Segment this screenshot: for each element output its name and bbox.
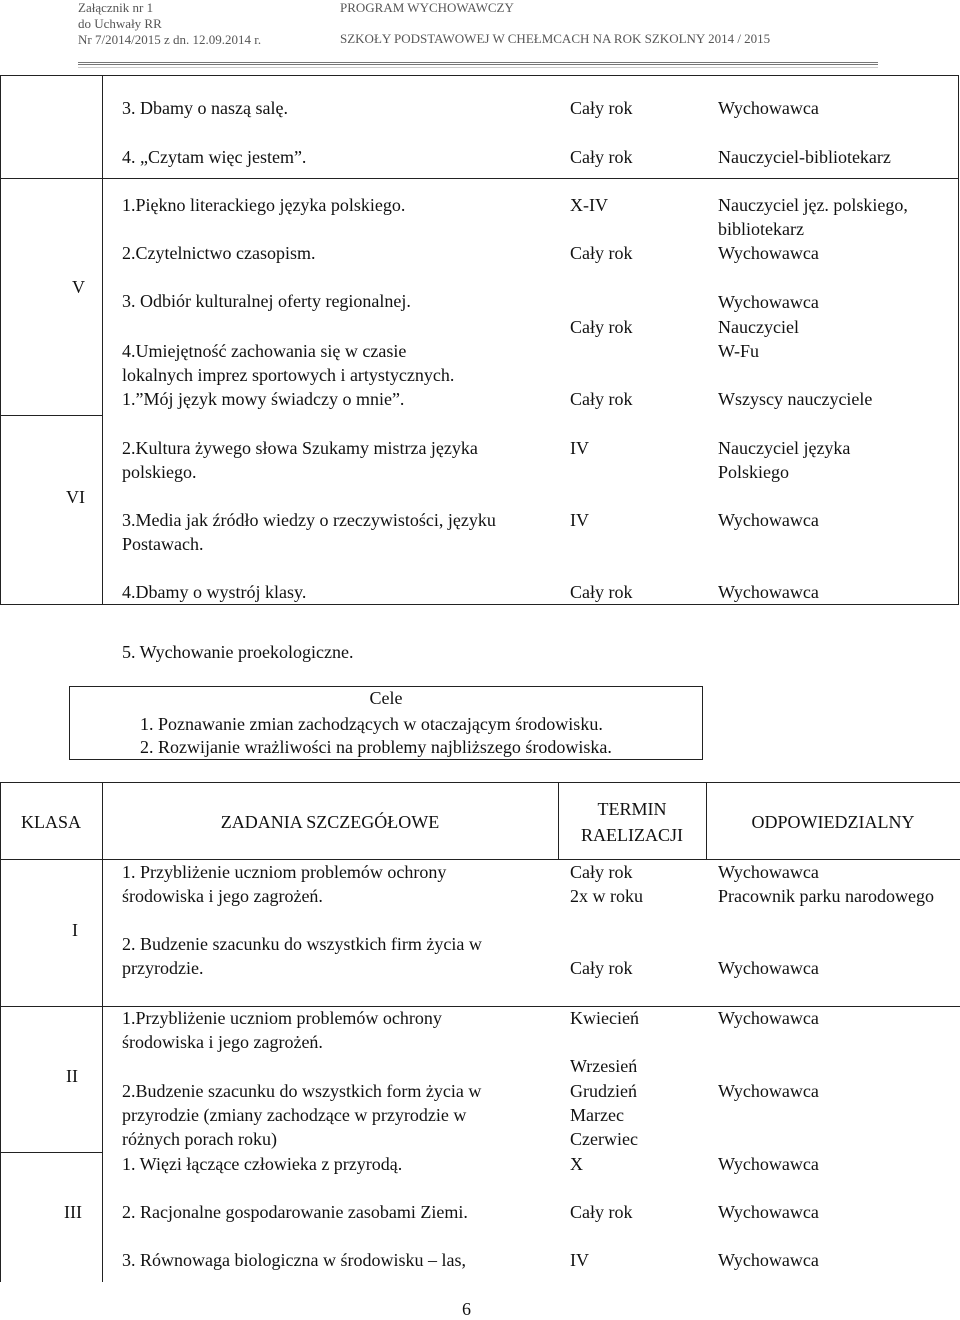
term-cell: IV [570, 510, 589, 530]
table-border-bottom [0, 604, 958, 605]
responsible-cell: Wychowawca [718, 98, 819, 118]
term-cell: Marzec [570, 1105, 624, 1125]
attachment-line-2: do Uchwały RR [78, 16, 162, 31]
responsible-cell: Wychowawca [718, 292, 819, 312]
page-header [0, 0, 960, 60]
header-realizacji: RAELIZACJI [581, 825, 683, 845]
responsible-cell: bibliotekarz [718, 219, 804, 239]
task-cell: 1.”Mój język mowy świadczy o mnie”. [122, 389, 405, 409]
term-cell: 2x w roku [570, 886, 643, 906]
class-label-ii: II [66, 1066, 78, 1086]
task-cell: środowiska i jego zagrożeń. [122, 1032, 323, 1052]
class-divider [0, 415, 102, 416]
page-number: 6 [462, 1299, 471, 1319]
attachment-line-3: Nr 7/2014/2015 z dn. 12.09.2014 r. [78, 32, 262, 47]
term-cell: Cały rok [570, 243, 633, 263]
task-cell: środowiska i jego zagrożeń. [122, 886, 323, 906]
term-cell: Wrzesień [570, 1056, 638, 1076]
term-cell: Cały rok [570, 317, 633, 337]
header-klasa: KLASA [20, 812, 81, 832]
table-ecology [0, 782, 960, 1282]
task-cell: różnych porach roku) [122, 1129, 277, 1149]
responsible-cell: Wychowawca [718, 510, 819, 530]
task-cell: 2. Budzenie szacunku do wszystkich firm życia w [122, 934, 482, 954]
task-cell: 2. Racjonalne gospodarowanie zasobami Ziemi. [122, 1202, 468, 1222]
task-cell: 1. Więzi łączące człowieka z przyrodą. [122, 1154, 403, 1174]
term-cell: IV [570, 438, 589, 458]
section-title: 5. Wychowanie proekologiczne. [122, 642, 354, 662]
class-label-vi: VI [66, 487, 85, 507]
task-cell: 2.Kultura żywego słowa Szukamy mistrza języka [122, 438, 478, 458]
column-divider [102, 782, 103, 1282]
class-label-v: V [72, 277, 85, 297]
responsible-cell: Pracownik parku narodowego [718, 886, 934, 906]
responsible-cell: Wszyscy nauczyciele [718, 389, 873, 409]
responsible-cell: Wychowawca [718, 1202, 819, 1222]
term-cell: Cały rok [570, 389, 633, 409]
header-rule [78, 62, 878, 65]
task-cell: 2.Budzenie szacunku do wszystkich form życia w [122, 1081, 482, 1101]
task-cell: lokalnych imprez sportowych i artystycznych. [122, 365, 455, 385]
task-cell: 4. „Czytam więc jestem”. [122, 147, 307, 167]
task-cell: 3.Media jak źródło wiedzy o rzeczywistości, języku [122, 510, 496, 530]
class-divider [0, 1152, 102, 1153]
term-cell: IV [570, 1250, 589, 1270]
row-divider [0, 178, 958, 179]
responsible-cell: Polskiego [718, 462, 790, 482]
goals-title: Cele [369, 688, 403, 708]
term-cell: X-IV [570, 195, 608, 215]
responsible-cell: Wychowawca [718, 582, 819, 602]
table-border-top [0, 782, 960, 783]
table-border-top [0, 75, 958, 76]
term-cell: Kwiecień [570, 1008, 639, 1028]
class-label-iii: III [64, 1202, 82, 1222]
header-zadania: ZADANIA SZCZEGÓŁOWE [220, 812, 440, 832]
task-cell: przyrodzie (zmiany zachodzące w przyrodzie w [122, 1105, 467, 1125]
task-cell: 1.Piękno literackiego języka polskiego. [122, 195, 406, 215]
program-title-line-1: PROGRAM WYCHOWAWCZY [340, 0, 514, 15]
term-cell: Grudzień [570, 1081, 637, 1101]
task-cell: 1.Przybliżenie uczniom problemów ochrony [122, 1008, 442, 1028]
term-cell: Cały rok [570, 1202, 633, 1222]
header-odpowiedzialny: ODPOWIEDZIALNY [751, 812, 915, 832]
task-cell: 2.Czytelnictwo czasopism. [122, 243, 316, 263]
task-cell: 3. Odbiór kulturalnej oferty regionalnej. [122, 291, 411, 311]
task-cell: Postawach. [122, 534, 204, 554]
task-cell: 3. Równowaga biologiczna w środowisku – las, [122, 1250, 466, 1270]
task-cell: 1. Przybliżenie uczniom problemów ochrony [122, 862, 447, 882]
term-cell: X [570, 1154, 583, 1174]
responsible-cell: Wychowawca [718, 1250, 819, 1270]
term-cell: Czerwiec [570, 1129, 638, 1149]
goal-item: 1. Poznawanie zmian zachodzących w otaczającym środowisku. [140, 714, 603, 734]
responsible-cell: Wychowawca [718, 1154, 819, 1174]
term-cell: Cały rok [570, 582, 633, 602]
table-border-right [958, 75, 959, 605]
goal-item: 2. Rozwijanie wrażliwości na problemy najbliższego środowiska. [140, 737, 612, 757]
table-class-v-vi [0, 75, 960, 605]
table-border-left [0, 782, 1, 1282]
responsible-cell: Nauczyciel-bibliotekarz [718, 147, 891, 167]
task-cell: 3. Dbamy o naszą salę. [122, 98, 288, 118]
term-cell: Cały rok [570, 958, 633, 978]
header-termin: TERMIN [597, 799, 667, 819]
responsible-cell: Wychowawca [718, 862, 819, 882]
responsible-cell: Wychowawca [718, 1081, 819, 1101]
program-title [340, 0, 770, 47]
responsible-cell: Wychowawca [718, 958, 819, 978]
term-cell: Cały rok [570, 862, 633, 882]
table-border-left [0, 75, 1, 605]
responsible-cell: Nauczyciel jęz. polskiego, [718, 195, 908, 215]
task-cell: 4.Umiejętność zachowania się w czasie [122, 341, 407, 361]
program-title-line-2: SZKOŁY PODSTAWOWEJ W CHEŁMCACH NA ROK SZKOLNY 2014 / 2015 [340, 31, 771, 46]
term-cell: Cały rok [570, 147, 633, 167]
goals-box [69, 686, 703, 760]
table-divider-class [102, 75, 103, 605]
responsible-cell: W-Fu [718, 341, 760, 361]
responsible-cell: Nauczyciel [718, 317, 799, 337]
task-cell: przyrodzie. [122, 958, 204, 978]
responsible-cell: Wychowawca [718, 243, 819, 263]
header-rule-thin [78, 67, 878, 68]
task-cell: polskiego. [122, 462, 197, 482]
attachment-info [78, 0, 261, 48]
responsible-cell: Nauczyciel języka [718, 438, 851, 458]
term-cell: Cały rok [570, 98, 633, 118]
responsible-cell: Wychowawca [718, 1008, 819, 1028]
attachment-line-1: Załącznik nr 1 [78, 0, 154, 15]
class-label-i: I [72, 920, 78, 940]
task-cell: 4.Dbamy o wystrój klasy. [122, 582, 307, 602]
